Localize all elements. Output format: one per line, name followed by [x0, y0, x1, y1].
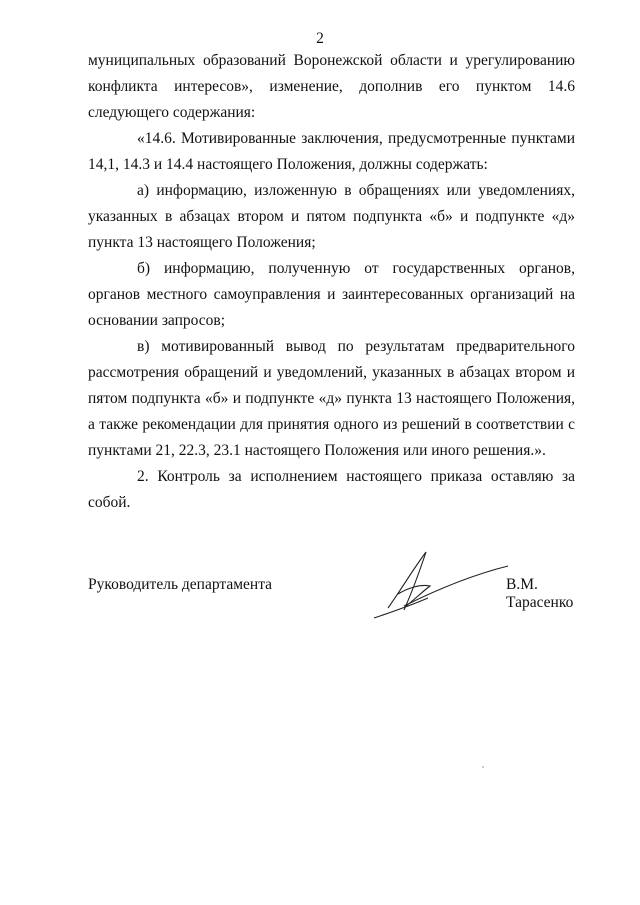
- paragraph-item-b: б) информацию, полученную от государственных органов, органов местного самоуправления и заинтересованных организаций на основании запросов;: [88, 260, 575, 329]
- document-body: [88, 48, 575, 516]
- signature-block: [88, 568, 608, 628]
- handwritten-signature: [368, 548, 528, 620]
- signatory-name: В.М. Тарасенко: [506, 576, 574, 611]
- paragraph-item-v: в) мотивированный вывод по результатам предварительного рассмотрения обращений и уведомлений, указанных в абзацах втором и пятом подпункта «б» и подпункте «д» пункта 13 настоящего Положения, а также рекомендации для принятия одного из решений в соответствии с пунктами 21, 22.3, 23.1 настоящего Положения или иного решения.».: [88, 338, 575, 459]
- signatory-role: Руководитель департамента: [88, 576, 273, 593]
- paragraph-continuation: муниципальных образований Воронежской области и урегулированию конфликта интересов», изменение, дополнив его пунктом 14.6 следующего содержания:: [88, 52, 575, 121]
- scan-speck: [482, 766, 484, 768]
- paragraph-clause-14-6: «14.6. Мотивированные заключения, предусмотренные пунктами 14,1, 14.3 и 14.4 настоящего Положения, должны содержать:: [88, 130, 575, 173]
- paragraph-control: 2. Контроль за исполнением настоящего приказа оставляю за собой.: [88, 468, 575, 511]
- page-number: 2: [316, 30, 324, 47]
- paragraph-item-a: а) информацию, изложенную в обращениях или уведомлениях, указанных в абзацах втором и пятом подпункта «б» и подпункте «д» пункта 13 настоящего Положения;: [88, 182, 575, 251]
